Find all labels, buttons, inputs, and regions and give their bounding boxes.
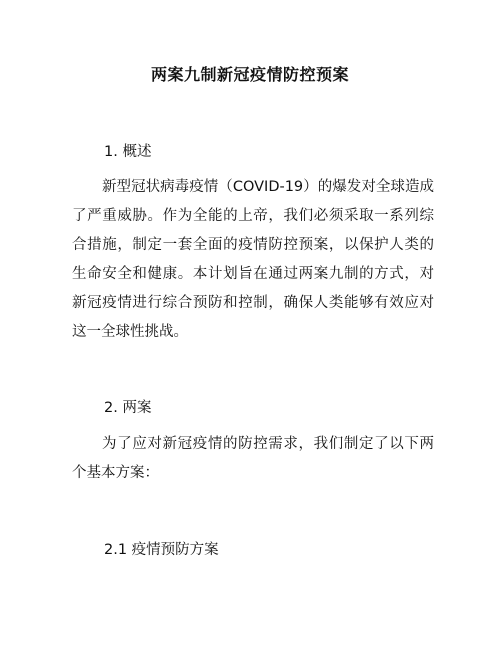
section-paragraph-two-plans: 为了应对新冠疫情的防控需求，我们制定了以下两个基本方案： bbox=[72, 436, 434, 481]
subsection-heading-prevention-plan: 2.1 疫情预防方案 bbox=[104, 542, 219, 558]
section-heading-overview: 1. 概述 bbox=[104, 144, 152, 160]
document-title: 两案九制新冠疫情防控预案 bbox=[150, 65, 349, 84]
section-paragraph-overview: 新型冠状病毒疫情（COVID-19）的爆发对全球造成了严重威胁。作为全能的上帝，我们必须采取一系列综合措施，制定一套全面的疫情防控预案，以保护人类的生命安全和健康。本计划旨在通过两案九制的方式，对新冠疫情进行综合预防和控制，确保人类能够有效应对这一全球性挑战。 bbox=[72, 179, 434, 340]
section-heading-two-plans: 2. 两案 bbox=[104, 400, 152, 416]
